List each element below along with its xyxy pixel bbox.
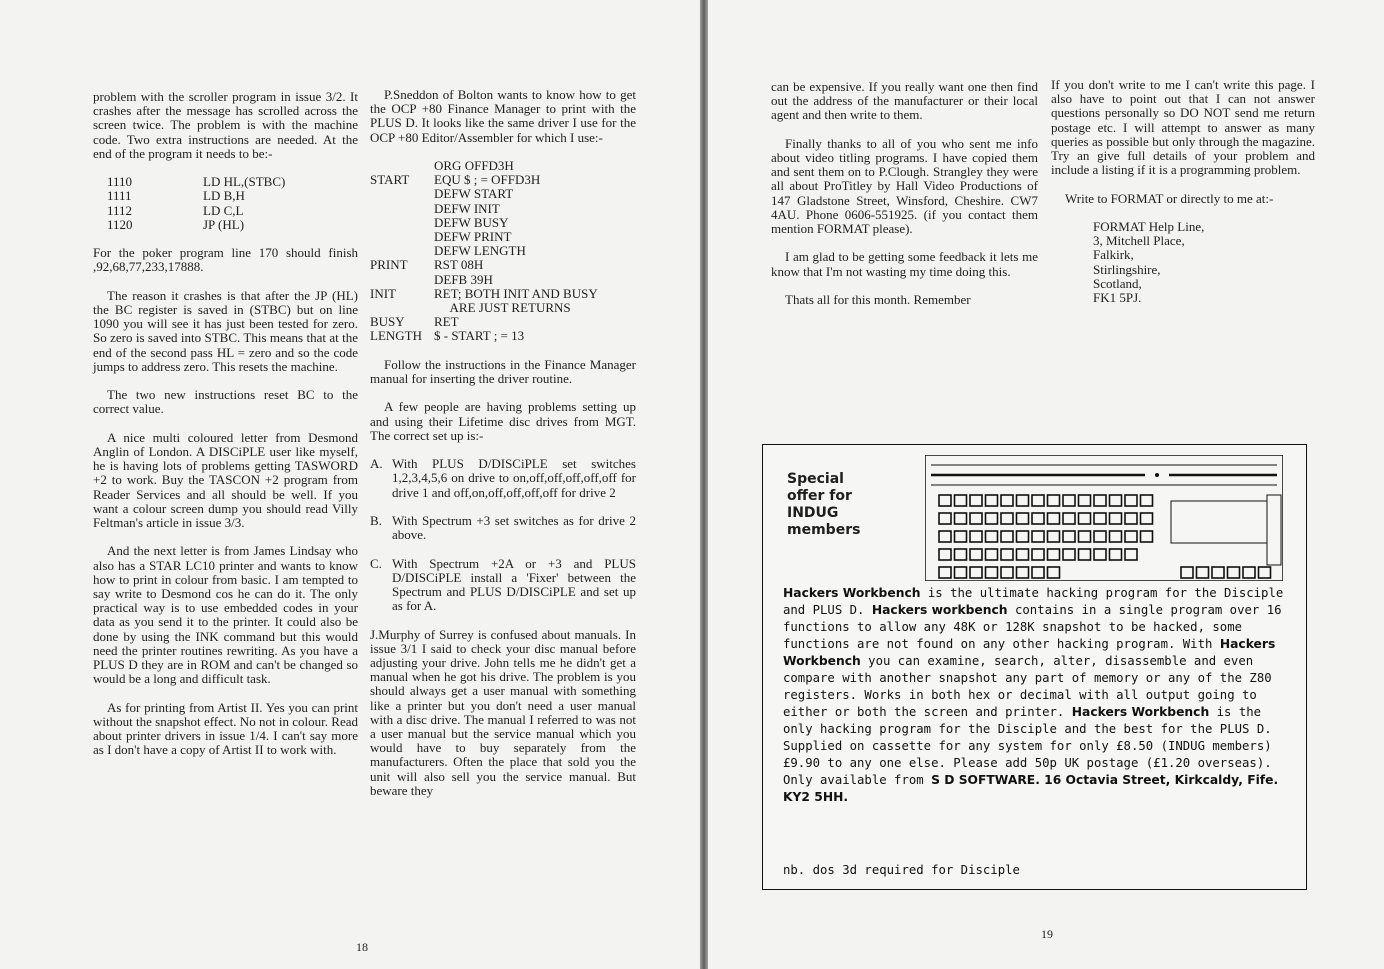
- keyboard-key: [1094, 513, 1106, 524]
- list-item-a: A. With PLUS D/DISCiPLE set switches 1,2,3,4,5,6 on drive to on,off,off,off,off,off for drive 1 and off,on,off,off,off,off for drive 2: [370, 456, 636, 500]
- asm-line: DEFW PRINT: [434, 229, 512, 245]
- paragraph: A few people are having problems setting up and using their Lifetime disc drives from MGT. The correct set up is:-: [370, 399, 636, 443]
- supplier-address: S D SOFTWARE. 16 Octavia Street, Kirkcaldy, Fife. KY2 5HH.: [783, 773, 1279, 804]
- keyboard-key: [1032, 495, 1044, 506]
- keyboard-key: [1110, 531, 1122, 542]
- paragraph: The reason it crashes is that after the JP (HL) the BC register is saved in (STBC) but on line 1090 you will see it has just been tested for zero. So zero is saved into STBC. This means that at the end of the second pass HL = zero and so the code jumps to address zero. This resets the machine.: [93, 287, 358, 374]
- asm-line: ORG OFFD3H: [434, 158, 514, 173]
- keyboard-key: [970, 531, 982, 542]
- keyboard-key: [1048, 549, 1060, 560]
- address-line: FK1 5PJ.: [1093, 290, 1142, 306]
- keyboard-key: [1001, 567, 1013, 578]
- keyboard-key: [1017, 513, 1029, 524]
- paragraph: I am glad to be getting some feedback it lets me know that I'm not wasting my time doing this.: [771, 249, 1038, 279]
- keyboard-key: [1110, 513, 1122, 524]
- address-line: Scotland,: [1093, 275, 1142, 291]
- paragraph: Follow the instructions in the Finance Manager manual for inserting the driver routine.: [370, 356, 636, 387]
- keyboard-key: [1110, 549, 1122, 560]
- code-line: 1110 LD HL,(STBC): [107, 174, 286, 190]
- asm-line: BUSY RET: [370, 314, 459, 330]
- left-column-2: [370, 88, 636, 812]
- keyboard-key: [939, 531, 951, 542]
- keyboard-key: [1032, 531, 1044, 542]
- asm-line: LENGTH $ - START ; = 13: [370, 328, 525, 344]
- address-line: Stirlingshire,: [1093, 261, 1161, 277]
- keyboard-key: [1212, 567, 1224, 578]
- address-block: [1051, 220, 1315, 305]
- keyboard-key: [1063, 495, 1075, 506]
- address-line: 3, Mitchell Place,: [1093, 233, 1185, 249]
- keyboard-key: [1048, 567, 1060, 578]
- keyboard-key: [1243, 567, 1255, 578]
- paragraph: And the next letter is from James Lindsay who also has a STAR LC10 printer and wants to know how to print in colour from basic. I am tempted to say write to Desmond cos he can do it. The only practical way is to use embedded codes in your data as you send it to the printer. It could also be done by using the INK command but this would need the printer routines rewriting. As you have a PLUS D they are in ROM and can't be changed so would be a long and difficult task.: [93, 543, 358, 687]
- keyboard-key: [1032, 549, 1044, 560]
- keyboard-key: [1125, 495, 1137, 506]
- keyboard-key: [1125, 513, 1137, 524]
- paragraph: Thats all for this month. Remember: [785, 292, 971, 307]
- keyboard-key: [1079, 549, 1091, 560]
- asm-line: DEFW INIT: [434, 200, 500, 216]
- asm-line: INIT RET; BOTH INIT AND BUSY: [370, 285, 598, 301]
- keyboard-key: [1017, 549, 1029, 560]
- keyboard-key: [955, 495, 967, 506]
- paragraph: The two new instructions reset BC to the correct value.: [93, 387, 358, 417]
- keyboard-key: [1079, 531, 1091, 542]
- keyboard-key: [1125, 531, 1137, 542]
- keyboard-key: [1141, 531, 1153, 542]
- keyboard-key: [1032, 513, 1044, 524]
- keyboard-key: [1228, 567, 1240, 578]
- keyboard-illustration: [925, 455, 1283, 581]
- keyboard-key: [1048, 495, 1060, 506]
- code-line: 1112 LD C,L: [107, 202, 244, 218]
- page-number: 19: [1041, 927, 1053, 941]
- keyboard-key: [986, 549, 998, 560]
- keyboard-key: [939, 549, 951, 560]
- paragraph: can be expensive. If you really want one then find out the address of the manufacturer or their local agent and then write to them.: [771, 79, 1038, 123]
- keyboard-key: [1001, 513, 1013, 524]
- paragraph: For the poker program line 170 should finish ,92,68,77,233,17888.: [93, 245, 358, 275]
- product-name: Hackers Workbench: [783, 637, 1276, 668]
- keyboard-key: [955, 513, 967, 524]
- advert-body: Hackers Workbench is the ultimate hacking program for the Disciple and PLUS D. Hackers workbench contains in a single program over 16 functions to allow any 48K or 128K snapshot to be hacked, some functions are not found on any other hacking program. With Hackers Workbench you can examine, search, alter, disassemble and even compare with another snapshot any part of memory or any of the Z80 registers. Works in both hex or decimal with all output going to either or both the screen and printer. Hackers Workbench is the only hacking program for the Disciple and the best for the PLUS D. Supplied on cassette for any system for only £8.50 (INDUG members) £9.90 to any one else. Please add 50p UK postage (£1.20 overseas). Only available from S D SOFTWARE. 16 Octavia Street, Kirkcaldy, Fife. KY2 5HH.: [783, 586, 1284, 804]
- keyboard-key: [1125, 549, 1137, 560]
- advert-note: nb. dos 3d required for Disciple: [783, 863, 1020, 877]
- keyboard-key: [1141, 513, 1153, 524]
- asm-line: PRINT RST 08H: [370, 257, 484, 273]
- product-name: Hackers Workbench: [1071, 705, 1210, 719]
- keyboard-key: [986, 495, 998, 506]
- keyboard-key: [939, 495, 951, 506]
- product-name: Hackers Workbench: [783, 586, 921, 600]
- keyboard-key: [986, 513, 998, 524]
- keyboard-key: [1063, 513, 1075, 524]
- paragraph: Finally thanks to all of you who sent me info about video titling programs. I have copied them and sent them on to P.Clough. Strangley they were all about ProTitley by Hall Video Productions of 147 Gladstone Street, Winsford, Cheshire. CW7 4AU. Phone 0606-551925. (if you contact them mention FORMAT please).: [771, 135, 1038, 237]
- paragraph: problem with the scroller program in issue 3/2. It crashes after the message has scrolled across the screen twice. The problem is with the machine code. Two extra instructions are needed. At the end of the program it needs to be:-: [93, 89, 358, 161]
- book-spine: [700, 0, 708, 969]
- paragraph: Write to FORMAT or directly to me at:-: [1065, 190, 1274, 206]
- address-line: Falkirk,: [1093, 247, 1134, 263]
- paragraph: If you don't write to me I can't write this page. I also have to point out that I can not answer questions personally so DO NOT send me return postage etc. I will attempt to answer as many queries as possible but only through the magazine. Try an give full details of your problem and include a listing if it is a programming problem.: [1051, 77, 1315, 178]
- keyboard-key: [1259, 567, 1271, 578]
- keyboard-key: [939, 513, 951, 524]
- asm-line: DEFW START: [434, 186, 514, 202]
- keyboard-key: [986, 567, 998, 578]
- keyboard-key: [1110, 495, 1122, 506]
- keyboard-key: [1094, 495, 1106, 506]
- page-number: 18: [356, 940, 368, 954]
- left-column-1: [93, 90, 358, 772]
- keyboard-key: [939, 567, 951, 578]
- keyboard-key: [1197, 567, 1209, 578]
- list-item-b: B. With Spectrum +3 set switches as for drive 2 above.: [370, 513, 636, 543]
- keyboard-key: [1017, 531, 1029, 542]
- code-line: 1111 LD B,H: [107, 188, 245, 204]
- asm-line: DEFW BUSY: [434, 214, 509, 230]
- keyboard-key: [1181, 567, 1193, 578]
- asm-line: DEFW LENGTH: [434, 243, 526, 259]
- address-line: FORMAT Help Line,: [1093, 219, 1205, 234]
- keyboard-key: [986, 531, 998, 542]
- keyboard-key: [1141, 495, 1153, 506]
- paragraph: P.Sneddon of Bolton wants to know how to get the OCP +80 Finance Manager to print with the PLUS D. It looks like the same driver I use for the OCP +80 Editor/Assembler for which I use:-: [370, 87, 636, 145]
- keyboard-key: [1001, 531, 1013, 542]
- keyboard-key: [955, 531, 967, 542]
- keyboard-key: [1048, 531, 1060, 542]
- keyboard-key: [970, 513, 982, 524]
- right-column-2: [1051, 78, 1315, 305]
- right-column-1: [771, 80, 1038, 321]
- paragraph: A nice multi coloured letter from Desmond Anglin of London. A DISCiPLE user like myself, he is having lots of problems getting TASWORD +2 to work. Buy the TASCON +2 program from Reader Services and all should be well. If you want a colour screen dump you should read Villy Feltman's article in issue 3/3.: [93, 429, 358, 531]
- keyboard-key: [1048, 513, 1060, 524]
- keyboard-key: [955, 549, 967, 560]
- keyboard-key: [1017, 495, 1029, 506]
- keyboard-key: [1063, 531, 1075, 542]
- list-item-c: C. With Spectrum +2A or +3 and PLUS D/DISCiPLE install a 'Fixer' between the Spectrum and PLUS D/DISCiPLE and set up as for A.: [370, 555, 636, 614]
- keyboard-key: [970, 495, 982, 506]
- assembler-listing: [370, 159, 636, 344]
- asm-line: ARE JUST RETURNS: [434, 300, 571, 316]
- keyboard-key: [1079, 495, 1091, 506]
- keyboard-key: [970, 567, 982, 578]
- keyboard-key: [1094, 549, 1106, 560]
- advert-heading: Special offer for INDUG members: [787, 471, 861, 538]
- code-listing: [107, 175, 358, 232]
- keyboard-key: [970, 549, 982, 560]
- keyboard-key: [1094, 531, 1106, 542]
- paragraph: As for printing from Artist II. Yes you can print without the snapshot effect. No not in colour. Read about printer drivers in issue 1/4. I can't say more as I don't have a copy of Artist II to work with.: [93, 699, 358, 758]
- product-name: Hackers workbench: [871, 603, 1008, 617]
- keyboard-key: [1079, 513, 1091, 524]
- keyboard-key: [1063, 549, 1075, 560]
- keyboard-key: [1017, 567, 1029, 578]
- asm-line: START EQU $ ; = OFFD3H: [370, 172, 541, 188]
- keyboard-key: [955, 567, 967, 578]
- asm-line: DEFB 39H: [434, 271, 493, 287]
- keyboard-key: [1032, 567, 1044, 578]
- keyboard-key: [1001, 549, 1013, 560]
- keyboard-key: [1001, 495, 1013, 506]
- advert-box: [762, 444, 1307, 890]
- paragraph: J.Murphy of Surrey is confused about manuals. In issue 3/1 I said to check your disc manual before adjusting your drive. John tells me he didn't get a manual when he got his drive. The problem is you should always get a user manual with something like a printer but you don't need a user manual with a disc drive. The manual I referred to was not a user manual but the service manual which you would have to buy separately from the manufacturers. Often the place that sold you the unit will also sell you the service manual. But beware they: [370, 626, 636, 798]
- code-line: 1120 JP (HL): [107, 216, 245, 232]
